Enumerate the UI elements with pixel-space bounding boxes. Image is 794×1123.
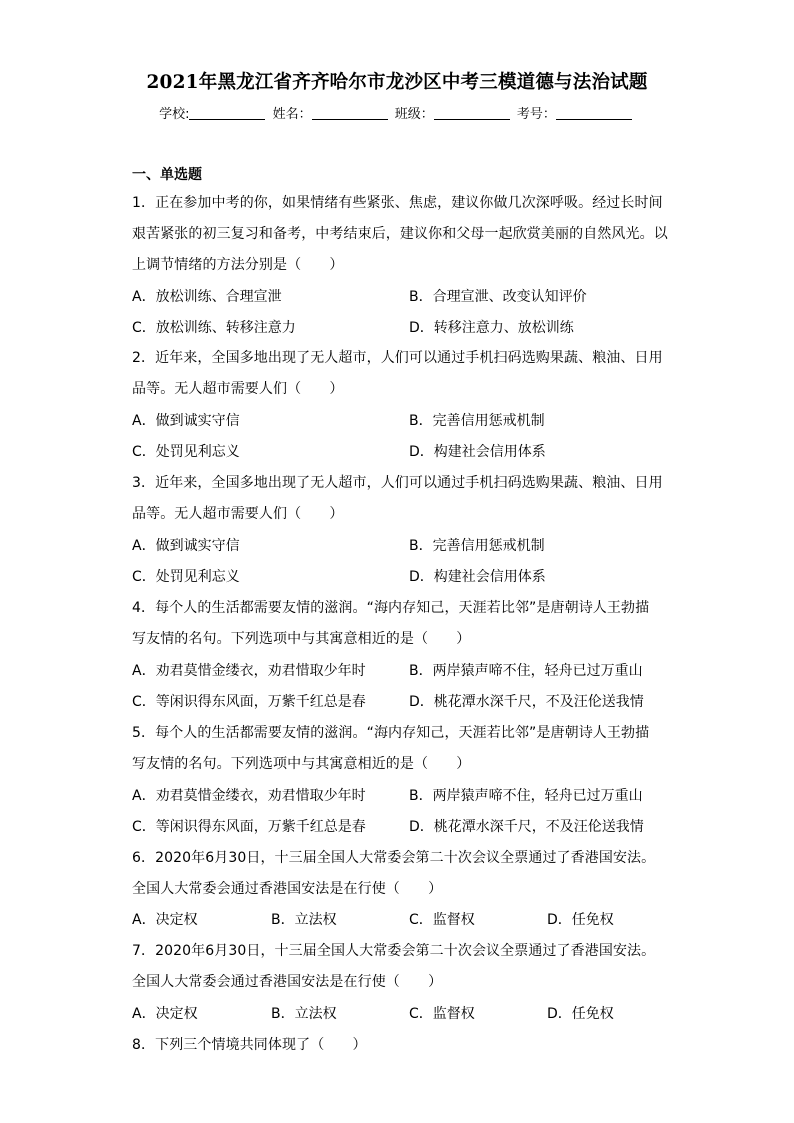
exam-no-label: 考号： bbox=[516, 107, 556, 122]
section-heading: 一、单选题 bbox=[132, 167, 202, 183]
question-2-option-a[interactable]: A．做到诚实守信 bbox=[132, 413, 240, 429]
question-1-option-a[interactable]: A．放松训练、合理宣泄 bbox=[132, 289, 282, 305]
question-6-option-a[interactable]: A．决定权 bbox=[132, 912, 198, 928]
question-2-option-c[interactable]: C．处罚见利忘义 bbox=[132, 444, 240, 460]
question-6-line: 全国人大常委会通过香港国安法是在行使（ ） bbox=[132, 881, 443, 897]
student-info-line bbox=[0, 103, 794, 122]
name-label: 姓名： bbox=[272, 107, 312, 122]
exam-no-blank[interactable] bbox=[556, 106, 632, 120]
question-6-line: 6．2020年6月30日，十三届全国人大常委会第二十次会议全票通过了香港国安法。 bbox=[132, 850, 656, 866]
question-1-option-d[interactable]: D．转移注意力、放松训练 bbox=[409, 320, 574, 336]
question-4-option-c[interactable]: C．等闲识得东风面，万紫千红总是春 bbox=[132, 694, 366, 710]
question-2-option-d[interactable]: D．构建社会信用体系 bbox=[409, 444, 546, 460]
question-1-line: 上调节情绪的方法分别是（ ） bbox=[132, 257, 344, 273]
question-4-line: 写友情的名句。下列选项中与其寓意相近的是（ ） bbox=[132, 631, 471, 647]
page-title: 2021年黑龙江省齐齐哈尔市龙沙区中考三模道德与法治试题 bbox=[146, 72, 648, 93]
question-1-option-c[interactable]: C．放松训练、转移注意力 bbox=[132, 320, 296, 336]
class-label: 班级： bbox=[394, 107, 434, 122]
question-5-option-c[interactable]: C．等闲识得东风面，万紫千红总是春 bbox=[132, 819, 366, 835]
question-4-option-b[interactable]: B．两岸猿声啼不住，轻舟已过万重山 bbox=[409, 663, 643, 679]
question-5-option-d[interactable]: D．桃花潭水深千尺，不及汪伦送我情 bbox=[409, 819, 644, 835]
question-8-line: 8．下列三个情境共同体现了（ ） bbox=[132, 1037, 367, 1053]
question-7-option-d[interactable]: D．任免权 bbox=[547, 1006, 614, 1022]
question-7-line: 7．2020年6月30日，十三届全国人大常委会第二十次会议全票通过了香港国安法。 bbox=[132, 943, 656, 959]
question-7-option-a[interactable]: A．决定权 bbox=[132, 1006, 198, 1022]
question-1-line: 艰苦紧张的初三复习和备考，中考结束后，建议你和父母一起欣赏美丽的自然风光。以 bbox=[132, 226, 668, 242]
question-6-option-d[interactable]: D．任免权 bbox=[547, 912, 614, 928]
question-5-line: 5．每个人的生活都需要友情的滋润。“海内存知己，天涯若比邻”是唐朝诗人王勃描 bbox=[132, 725, 650, 741]
question-5-option-a[interactable]: A．劝君莫惜金缕衣，劝君惜取少年时 bbox=[132, 788, 366, 804]
question-3-option-b[interactable]: B．完善信用惩戒机制 bbox=[409, 538, 545, 554]
question-2-option-b[interactable]: B．完善信用惩戒机制 bbox=[409, 413, 545, 429]
question-4-line: 4．每个人的生活都需要友情的滋润。“海内存知己，天涯若比邻”是唐朝诗人王勃描 bbox=[132, 600, 650, 616]
question-1-line: 1．正在参加中考的你，如果情绪有些紧张、焦虑，建议你做几次深呼吸。经过长时间 bbox=[132, 195, 663, 211]
school-label: 学校: bbox=[159, 107, 190, 122]
question-2-line: 2．近年来，全国多地出现了无人超市，人们可以通过手机扫码选购果蔬、粮油、日用 bbox=[132, 350, 663, 366]
name-blank[interactable] bbox=[312, 106, 388, 120]
question-6-option-c[interactable]: C．监督权 bbox=[409, 912, 475, 928]
question-3-option-c[interactable]: C．处罚见利忘义 bbox=[132, 569, 240, 585]
question-3-option-a[interactable]: A．做到诚实守信 bbox=[132, 538, 240, 554]
question-2-line: 品等。无人超市需要人们（ ） bbox=[132, 381, 344, 397]
question-1-option-b[interactable]: B．合理宣泄、改变认知评价 bbox=[409, 289, 587, 305]
question-3-option-d[interactable]: D．构建社会信用体系 bbox=[409, 569, 546, 585]
class-blank[interactable] bbox=[434, 106, 510, 120]
question-7-option-b[interactable]: B．立法权 bbox=[271, 1006, 337, 1022]
school-blank[interactable] bbox=[189, 106, 265, 120]
question-4-option-d[interactable]: D．桃花潭水深千尺，不及汪伦送我情 bbox=[409, 694, 644, 710]
question-4-option-a[interactable]: A．劝君莫惜金缕衣，劝君惜取少年时 bbox=[132, 663, 366, 679]
question-5-option-b[interactable]: B．两岸猿声啼不住，轻舟已过万重山 bbox=[409, 788, 643, 804]
question-3-line: 品等。无人超市需要人们（ ） bbox=[132, 506, 344, 522]
question-6-option-b[interactable]: B．立法权 bbox=[271, 912, 337, 928]
question-7-line: 全国人大常委会通过香港国安法是在行使（ ） bbox=[132, 974, 443, 990]
question-3-line: 3．近年来，全国多地出现了无人超市，人们可以通过手机扫码选购果蔬、粮油、日用 bbox=[132, 475, 663, 491]
question-7-option-c[interactable]: C．监督权 bbox=[409, 1006, 475, 1022]
question-5-line: 写友情的名句。下列选项中与其寓意相近的是（ ） bbox=[132, 756, 471, 772]
